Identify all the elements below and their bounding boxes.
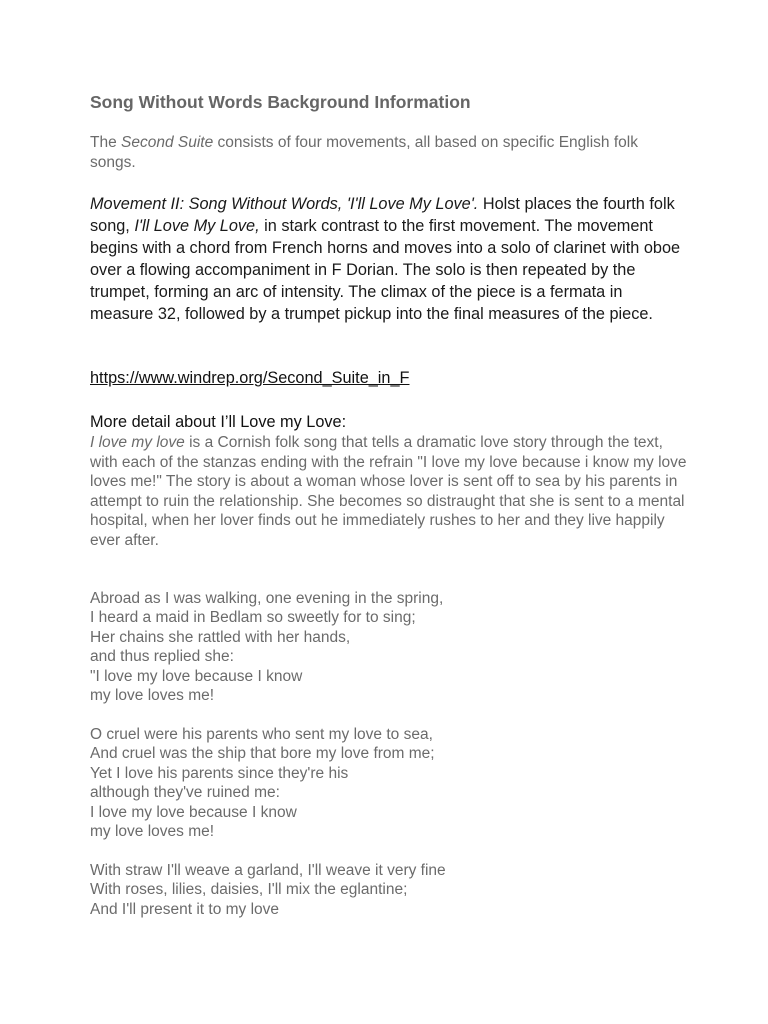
- detail-song-title: I love my love: [90, 434, 185, 451]
- movement-text-2: in stark contrast to the first movement. The movement begins with a chord from French horns and moves into a solo of clarinet with oboe over a flowing accompaniment in F Dorian. The solo is then repeated by the trumpet, forming an arc of intensity. The climax of the piece is a fermata in measure 32, followed by a trumpet pickup into the final measures of the piece.: [90, 217, 681, 323]
- lyric-line: although they've ruined me:: [90, 784, 280, 802]
- lyric-line: Her chains she rattled with her hands,: [90, 628, 351, 646]
- lyric-line: With straw I'll weave a garland, I'll weave it very fine: [90, 861, 446, 879]
- detail-paragraph: [90, 433, 690, 550]
- lyric-line: and thus replied she:: [90, 648, 234, 666]
- lyric-line: Yet I love his parents since they're his: [90, 764, 349, 782]
- detail-text: is a Cornish folk song that tells a dramatic love story through the text, with each of the stanzas ending with the refrain "I love my love because i know my love loves me!" The story is about a woman whose lover is sent off to sea by his parents in attempt to ruin the relationship. She becomes so distraught that she is sent to a mental hospital, when her lover finds out he immediately rushes to her and they live happily ever after.: [90, 434, 687, 549]
- lyric-line: O cruel were his parents who sent my love to sea,: [90, 725, 433, 743]
- suite-name: Second Suite: [121, 134, 214, 151]
- page-title: Song Without Words Background Information: [90, 92, 471, 112]
- detail-heading: More detail about I’ll Love my Love:: [90, 413, 347, 431]
- lyric-line: With roses, lilies, daisies, I'll mix the eglantine;: [90, 881, 408, 899]
- lyric-line: "I love my love because I know: [90, 667, 303, 685]
- lyric-line: I love my love because I know: [90, 803, 297, 821]
- windrep-link[interactable]: https://www.windrep.org/Second_Suite_in_F: [90, 369, 410, 387]
- lyric-line: And I'll present it to my love: [90, 900, 280, 918]
- intro-paragraph: [90, 133, 680, 172]
- movement-paragraph: [90, 193, 690, 325]
- stanza-3: [90, 861, 690, 919]
- stanza-2: [90, 725, 690, 841]
- intro-prefix: The: [90, 134, 122, 151]
- lyrics: [90, 589, 690, 939]
- lyric-line: And cruel was the ship that bore my love from me;: [90, 745, 435, 763]
- lyric-line: Abroad as I was walking, one evening in the spring,: [90, 590, 444, 607]
- lyric-line: my love loves me!: [90, 822, 215, 840]
- intro-suffix: consists of four movements, all based on specific English folk songs.: [90, 134, 638, 171]
- stanza-1: [90, 589, 690, 705]
- movement-song-title: I'll Love My Love,: [134, 217, 260, 235]
- lyric-line: my love loves me!: [90, 687, 215, 705]
- lyric-line: I heard a maid in Bedlam so sweetly for to sing;: [90, 609, 416, 627]
- movement-heading: Movement II: Song Without Words, 'I'll Love My Love'.: [90, 195, 479, 213]
- movement-text-1: Holst places the fourth folk song,: [90, 195, 675, 235]
